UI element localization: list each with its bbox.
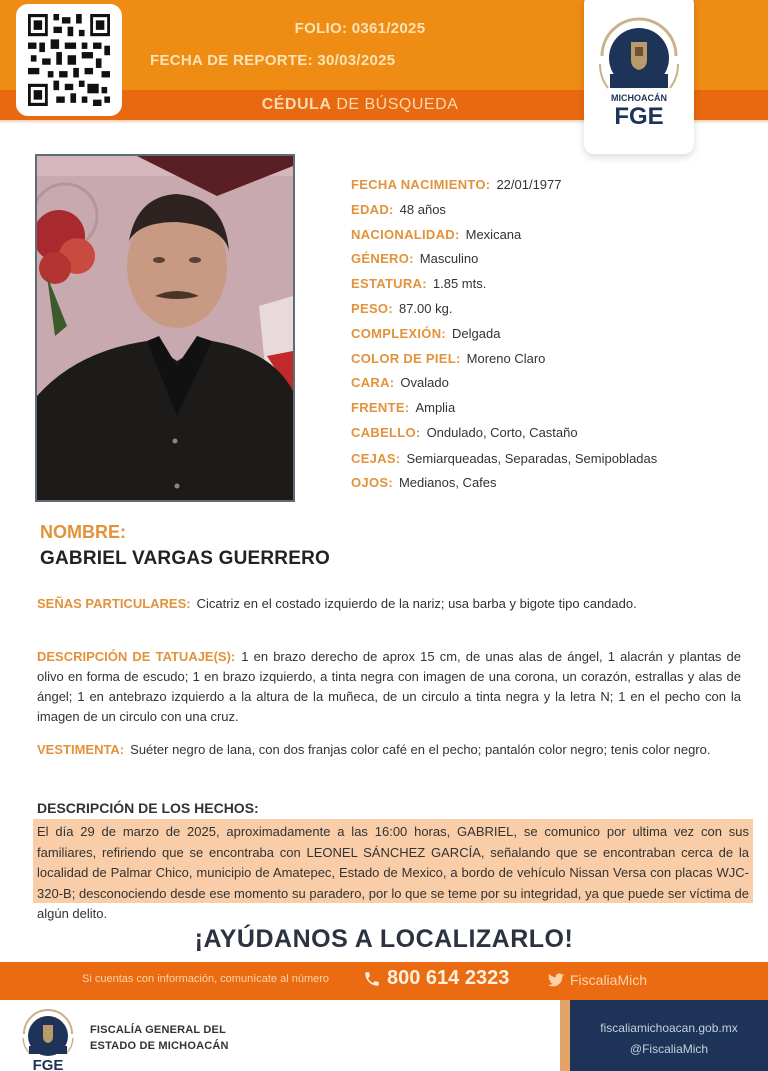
phone-icon <box>363 970 381 988</box>
field-label: NACIONALIDAD: <box>351 226 460 242</box>
footer-separator <box>560 1000 570 1071</box>
field-value: 22/01/1977 <box>496 177 562 192</box>
svg-text:FGE: FGE <box>614 103 664 130</box>
events-description: El día 29 de marzo de 2025, aproximadamente a las 16:00 horas, GABRIEL, se comunico por ultima vez con sus familiares, refiriendo que se encontraba con LEONEL SÁNCHEZ GARCÍA, señalando que se encontraban cerca de la localidad de Palmar Chico, municipio de Amatepec, Estado de Mexico, a bordo de vehículo Nissan Versa con placas WJC-320-B; desconociendo desde ese momento su paradero, por lo que se teme por su integridad, ya que puede ser víctima de algún delito. <box>37 824 749 921</box>
footer-org-line2: ESTADO DE MICHOACÁN <box>90 1040 229 1052</box>
field-value: Semiarqueadas, Separadas, Semipobladas <box>406 450 658 466</box>
field-value: Ondulado, Corto, Castaño <box>426 424 578 440</box>
fge-seal-icon <box>594 6 684 136</box>
field-label: FECHA NACIMIENTO: <box>351 177 491 192</box>
field-weight <box>351 297 751 322</box>
field-label: FRENTE: <box>351 400 410 416</box>
field-eyes <box>351 471 751 496</box>
clothing-description-label: VESTIMENTA: <box>37 742 125 757</box>
tattoo-description <box>37 647 741 727</box>
footer-org-line1: FISCALÍA GENERAL DEL <box>90 1024 227 1036</box>
distinguishing-marks <box>37 594 741 614</box>
distinguishing-marks-label: SEÑAS PARTICULARES: <box>37 596 191 611</box>
field-value: Ovalado <box>400 375 449 391</box>
field-label: ESTATURA: <box>351 276 427 292</box>
field-height <box>351 272 751 297</box>
fge-footer-logo-icon <box>18 1006 78 1071</box>
twitter-link[interactable] <box>548 972 647 988</box>
field-hair <box>351 421 751 446</box>
field-value: Mexicana <box>465 226 522 242</box>
website-link[interactable]: fiscaliamichoacan.gob.mx <box>600 1021 738 1035</box>
field-value: Amplia <box>415 400 456 416</box>
field-value: 87.00 kg. <box>398 300 453 316</box>
field-value: Masculino <box>419 251 479 267</box>
qr-code-icon <box>28 14 110 106</box>
field-face <box>351 371 751 396</box>
personal-details <box>351 173 751 496</box>
phone-number: 800 614 2323 <box>387 967 510 989</box>
field-value: Moreno Claro <box>466 350 546 366</box>
twitter-handle: FiscaliaMich <box>570 972 648 988</box>
svg-text:FGE: FGE <box>32 1057 64 1071</box>
footer-contact-panel <box>570 1000 768 1071</box>
folio-number: FOLIO: 0361/2025 <box>294 20 426 37</box>
field-eyebrows <box>351 446 751 471</box>
tattoo-description-text: 1 en brazo derecho de aprox 15 cm, de unas alas de ángel, 1 alacrán y plantas de olivo en forma de escudo; 1 en brazo izquierdo, a tinta negra con imagen de una corona, un corazón, estrallas y alas de ángel; 1 en antebrazo izquierdo a la altura de la muñeca, de un circulo a tinta negra y la letra N; 1 en el pecho con la imagen de un circulo con una cruz. <box>37 649 741 724</box>
field-label: GÉNERO: <box>351 251 414 267</box>
field-label: CEJAS: <box>351 450 401 466</box>
missing-person-photo <box>35 154 295 502</box>
field-label: CARA: <box>351 375 395 391</box>
twitter-icon <box>548 973 564 987</box>
field-label: OJOS: <box>351 474 393 490</box>
field-value: Medianos, Cafes <box>398 474 497 490</box>
field-label: COLOR DE PIEL: <box>351 350 461 366</box>
document-title-bold: CÉDULA <box>261 96 332 113</box>
social-handle-link[interactable]: @FiscaliaMich <box>629 1042 709 1056</box>
tattoo-description-label: DESCRIPCIÓN DE TATUAJE(S): <box>37 649 236 664</box>
fge-logo-card <box>584 0 694 154</box>
clothing-description-text: Suéter negro de lana, con dos franjas color café en el pecho; pantalón color negro; tenis color negro. <box>130 742 711 757</box>
document-title-rest: DE BÚSQUEDA <box>331 96 459 113</box>
person-photo-image <box>37 156 293 500</box>
phone-number-link[interactable] <box>363 967 509 990</box>
field-gender <box>351 247 751 272</box>
field-build <box>351 322 751 347</box>
field-age <box>351 198 751 223</box>
field-nationality <box>351 223 751 248</box>
distinguishing-marks-text: Cicatriz en el costado izquierdo de la nariz; usa barba y bigote tipo candado. <box>196 596 637 611</box>
name-label: NOMBRE: <box>40 522 126 542</box>
field-birth-date <box>351 173 751 198</box>
field-label: CABELLO: <box>351 424 421 440</box>
document-title <box>150 96 570 114</box>
footer <box>0 1000 768 1071</box>
report-date: FECHA DE REPORTE: 30/03/2025 <box>150 52 396 69</box>
contact-bar <box>0 962 768 1000</box>
field-value: Delgada <box>452 325 501 341</box>
person-name: GABRIEL VARGAS GUERRERO <box>40 548 330 569</box>
svg-text:MICHOACÁN: MICHOACÁN <box>611 93 667 103</box>
field-label: EDAD: <box>351 201 394 217</box>
footer-org-name <box>90 1022 229 1054</box>
events-label: DESCRIPCIÓN DE LOS HECHOS: <box>37 800 259 816</box>
field-forehead <box>351 396 751 421</box>
field-label: PESO: <box>351 300 393 316</box>
field-value: 48 años <box>399 201 446 217</box>
field-value: 1.85 mts. <box>432 276 487 292</box>
qr-code[interactable] <box>16 4 122 116</box>
field-label: COMPLEXIÓN: <box>351 325 447 341</box>
contact-info-text: Si cuentas con información, comunícate al número <box>82 973 330 985</box>
clothing-description <box>37 740 741 760</box>
field-skin-color <box>351 347 751 372</box>
call-to-action: ¡AYÚDANOS A LOCALIZARLO! <box>194 925 574 953</box>
